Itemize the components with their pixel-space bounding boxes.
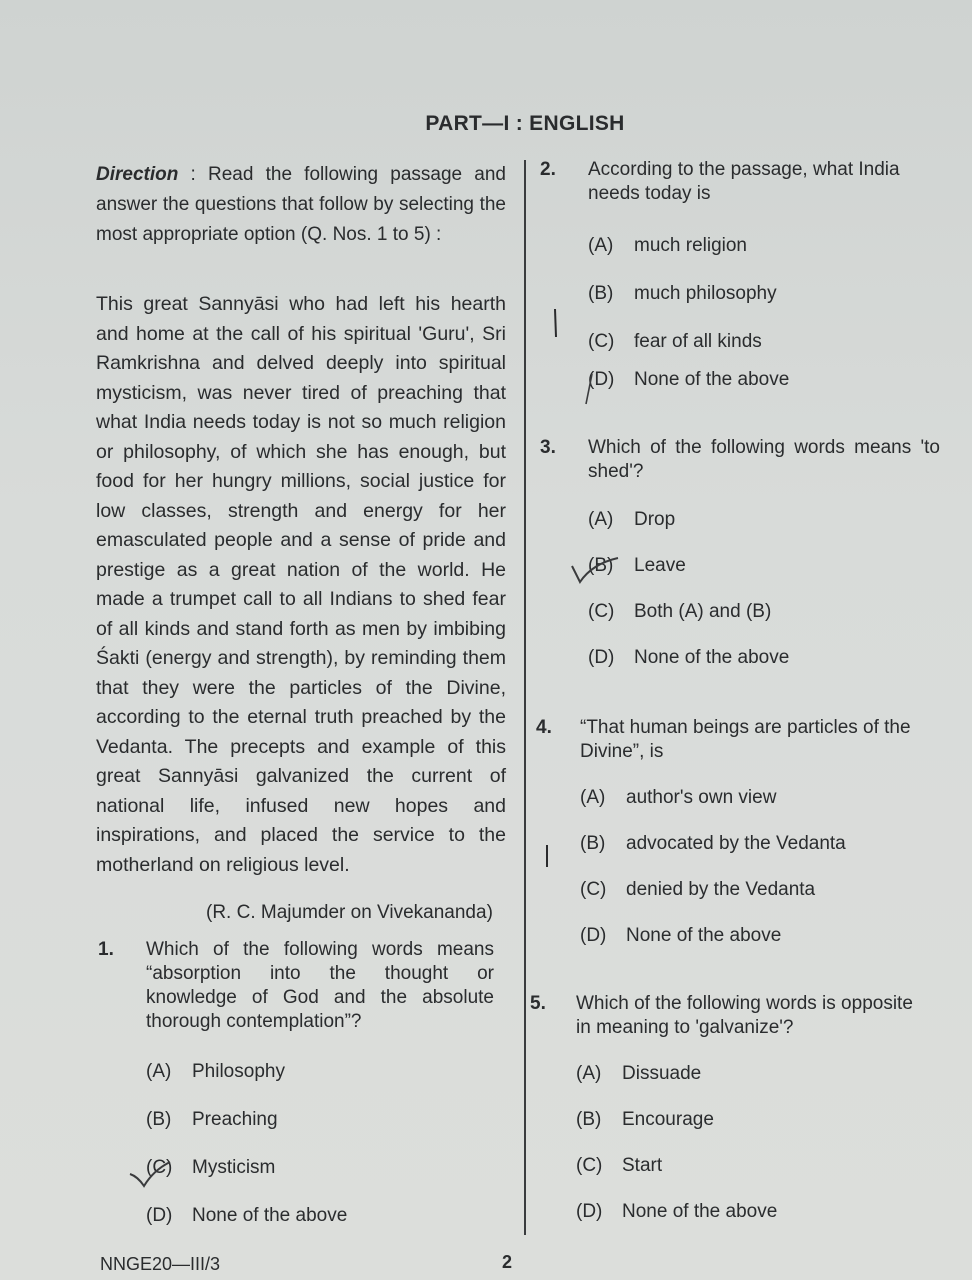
option-b[interactable] <box>146 1108 494 1132</box>
pen-stroke-margin-1 <box>550 308 560 338</box>
question-text: Which of the following words means “absorption into the thought or knowledge of God and the absolute thorough contemplation”? <box>146 939 494 1032</box>
question-text: Which of the following words means 'to shed'? <box>588 437 940 482</box>
question-number: 1. <box>98 939 114 960</box>
question-text: According to the passage, what India needs today is <box>588 159 900 204</box>
option-label: (B) <box>588 283 614 304</box>
option-label: (B) <box>580 833 606 854</box>
option-text: Leave <box>634 555 686 576</box>
option-text: author's own view <box>626 787 777 808</box>
option-text: Philosophy <box>192 1061 285 1082</box>
option-label: (A) <box>588 235 614 256</box>
column-divider <box>524 160 526 1235</box>
option-label: (C) <box>588 331 615 352</box>
option-label: (B) <box>576 1109 602 1130</box>
option-label: (C) <box>576 1155 603 1176</box>
option-label: (D) <box>146 1205 173 1226</box>
option-text: Preaching <box>192 1109 278 1130</box>
option-label: (C) <box>146 1157 173 1178</box>
option-d[interactable] <box>580 924 936 948</box>
question-number: 4. <box>536 717 552 738</box>
option-label: (A) <box>580 787 606 808</box>
option-text: Dissuade <box>622 1063 702 1084</box>
option-a[interactable] <box>588 508 940 532</box>
pen-tick-mark-q1 <box>128 1160 172 1190</box>
option-d[interactable] <box>146 1204 494 1228</box>
page-title: PART—I : ENGLISH <box>425 112 625 135</box>
option-d[interactable] <box>588 368 945 392</box>
option-label: (D) <box>588 647 615 668</box>
option-b[interactable] <box>588 282 945 306</box>
option-text: Encourage <box>622 1109 714 1130</box>
option-text: None of the above <box>622 1201 778 1222</box>
option-label: (D) <box>580 925 607 946</box>
option-label: (B) <box>588 555 614 576</box>
option-text: much philosophy <box>634 283 777 304</box>
option-label: (A) <box>576 1063 602 1084</box>
question-number: 3. <box>540 437 556 458</box>
option-b[interactable] <box>576 1108 930 1132</box>
direction-paragraph <box>96 160 506 250</box>
option-text: None of the above <box>192 1205 348 1226</box>
option-d[interactable] <box>588 646 940 670</box>
option-text: Both (A) and (B) <box>634 601 772 622</box>
option-a[interactable] <box>576 1062 930 1086</box>
option-text: Mysticism <box>192 1157 276 1178</box>
page-number: 2 <box>502 1252 513 1272</box>
question-text: Which of the following words is opposite in meaning to 'galvanize'? <box>576 993 913 1038</box>
option-label: (B) <box>146 1109 172 1130</box>
question-number: 5. <box>530 993 546 1014</box>
option-c[interactable] <box>576 1154 930 1178</box>
direction-text: : Read the following passage and answer the questions that follow by selecting the most appropriate option (Q. Nos. 1 to 5) : <box>96 164 506 245</box>
question-2 <box>540 158 945 392</box>
option-text: None of the above <box>634 369 790 390</box>
option-c[interactable] <box>146 1156 494 1180</box>
pen-tick-mark-q3 <box>570 556 620 586</box>
option-label: (C) <box>580 879 607 900</box>
passage-citation: (R. C. Majumder on Vivekananda) <box>206 902 493 923</box>
pen-stroke-margin-2 <box>542 844 552 868</box>
option-b[interactable] <box>580 832 936 856</box>
footer-code: NNGE20—III/3 <box>100 1254 221 1274</box>
option-text: fear of all kinds <box>634 331 762 352</box>
option-label: (A) <box>146 1061 172 1082</box>
option-c[interactable] <box>588 600 940 624</box>
question-text: “That human beings are particles of the Divine”, is <box>580 717 911 762</box>
option-a[interactable] <box>146 1060 494 1084</box>
option-a[interactable] <box>588 234 945 258</box>
option-label: (A) <box>588 509 614 530</box>
left-column <box>96 160 506 924</box>
question-4 <box>536 716 936 948</box>
direction-label: Direction <box>96 164 179 185</box>
option-text: None of the above <box>626 925 782 946</box>
option-text: advocated by the Vedanta <box>626 833 846 854</box>
option-b[interactable] <box>588 554 940 578</box>
option-label: (C) <box>588 601 615 622</box>
option-d[interactable] <box>576 1200 930 1224</box>
option-text: None of the above <box>634 647 790 668</box>
pen-mark-q2 <box>582 372 598 406</box>
option-text: Start <box>622 1155 663 1176</box>
option-text: denied by the Vedanta <box>626 879 816 900</box>
option-c[interactable] <box>588 330 945 354</box>
option-a[interactable] <box>580 786 936 810</box>
option-label: (D) <box>588 369 615 390</box>
option-label: (D) <box>576 1201 603 1222</box>
question-3 <box>540 436 940 670</box>
option-text: much religion <box>634 235 747 256</box>
reading-passage: This great Sannyāsi who had left his hearth and home at the call of his spiritual 'Guru', Sri Ramkrishna and delved deeply into spiritual mysticism, was never tired of preaching that what India needs today is not so much religion or philosophy, of which she has enough, but food for her hungry millions, social justice for low classes, strength and energy for her emasculated people and a sense of pride and prestige as a great nation of the world. He made a trumpet call to all Indians to shed fear of all kinds and stand forth as men by imbibing Śakti (energy and strength), by reminding them that they were the particles of the Divine, according to the eternal truth preached by the Vedanta. The precepts and example of this great Sannyāsi galvanized the current of national life, infused new hopes and inspirations, and placed the service to the motherland on religious level. <box>96 293 506 876</box>
option-text: Drop <box>634 509 676 530</box>
option-c[interactable] <box>580 878 936 902</box>
question-number: 2. <box>540 159 556 180</box>
question-5 <box>530 992 930 1224</box>
